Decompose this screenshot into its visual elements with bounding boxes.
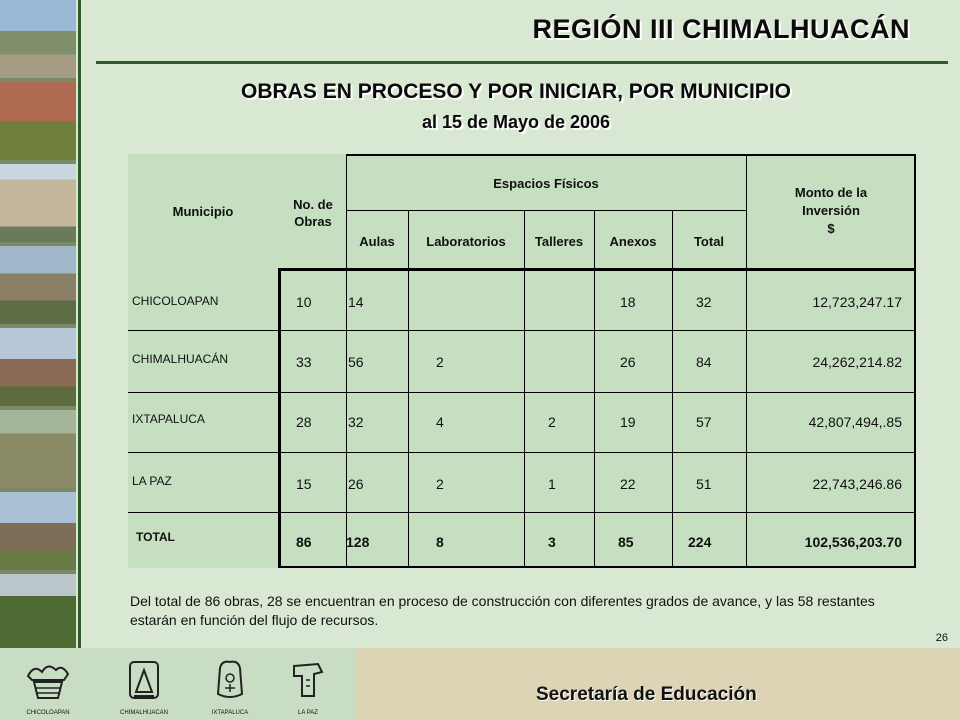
row-obras: 10 [296,294,312,310]
photo-ruins [0,82,76,160]
row-municipio: CHICOLOAPAN [132,294,219,308]
photo-building [0,328,76,406]
row-municipio: IXTAPALUCA [132,412,205,426]
row-monto: 42,807,494,.85 [808,414,902,430]
row-anexos: 18 [620,294,636,310]
header-monto-unit: $ [827,221,835,236]
row-aulas: 14 [348,294,364,310]
page-title: OBRAS EN PROCESO Y POR INICIAR, POR MUNICIPIO [241,80,791,103]
row-obras: 28 [296,414,312,430]
row-total: 51 [696,476,712,492]
logo-caption-chimalhuacan: CHIMALHUACAN [119,710,168,716]
row-labs: 2 [436,354,444,370]
photo-church-facade [0,164,76,242]
summary-note: Del total de 86 obras, 28 se encuentran en proceso de construcción con diferentes grados de avance, y las 58 restantes estarán en función del flujo de recursos. [130,593,875,628]
header-laboratorios: Laboratorios [426,234,506,249]
row-municipio: LA PAZ [132,474,172,488]
header-anexos: Anexos [609,234,657,249]
photo-strip [0,0,76,648]
total-total: 224 [688,534,712,550]
header-total: Total [693,234,725,249]
secretaria-banner [356,648,960,720]
glyph-figure-icon [202,658,258,702]
row-labs: 2 [436,476,444,492]
footer [0,648,960,720]
row-total: 84 [696,354,712,370]
row-obras: 15 [296,476,312,492]
header-aulas: Aulas [359,234,395,249]
row-municipio: CHIMALHUACÁN [132,352,229,366]
row-total: 32 [696,294,712,310]
photo-pyramid [0,492,76,570]
row-anexos: 22 [620,476,636,492]
birds-basket-icon [20,658,76,702]
header-monto [748,184,914,238]
header-municipio: Municipio [172,204,234,219]
total-label: TOTAL [136,530,175,544]
row-talleres: 1 [548,476,556,492]
total-obras: 86 [296,534,312,550]
header-no-obras: No. de Obras [293,197,333,229]
logo-caption-la-paz: LA PAZ [298,710,318,716]
photo-church-plaza [0,0,76,78]
row-monto: 24,262,214.82 [812,354,902,370]
row-aulas: 32 [348,414,364,430]
horizontal-accent-line [96,61,948,64]
photo-street [0,246,76,324]
secretaria-label: Secretaría de Educación [536,684,757,705]
region-title: REGIÓN III CHIMALHUACÁN [532,14,910,44]
logo-caption-ixtapaluca: IXTAPALUCA [211,710,249,716]
header-monto-label: Monto de la Inversión [794,185,868,218]
photo-archaeology [0,410,76,488]
row-aulas: 56 [348,354,364,370]
logo-caption-chicoloapan: CHICOLOAPAN [26,710,70,716]
total-labs: 8 [436,534,444,550]
row-anexos: 26 [620,354,636,370]
total-anexos: 85 [618,534,634,550]
obras-table [128,154,916,568]
header-espacios-fisicos: Espacios Físicos [493,176,599,191]
row-talleres: 2 [548,414,556,430]
row-monto: 12,723,247.17 [812,294,902,310]
row-labs: 4 [436,414,444,430]
temple-glyph-icon [116,658,172,702]
page-subtitle: al 15 de Mayo de 2006 [421,112,611,132]
total-talleres: 3 [548,534,556,550]
photo-trees [0,574,76,648]
page-number: 26 [935,632,948,644]
hand-glyph-icon [280,658,336,702]
row-monto: 22,743,246.86 [812,476,902,492]
row-aulas: 26 [348,476,364,492]
total-aulas: 128 [346,534,370,550]
header-talleres: Talleres [534,234,584,249]
row-total: 57 [696,414,712,430]
row-anexos: 19 [620,414,636,430]
total-monto: 102,536,203.70 [804,534,902,550]
row-obras: 33 [296,354,312,370]
vertical-accent-line [78,0,81,648]
